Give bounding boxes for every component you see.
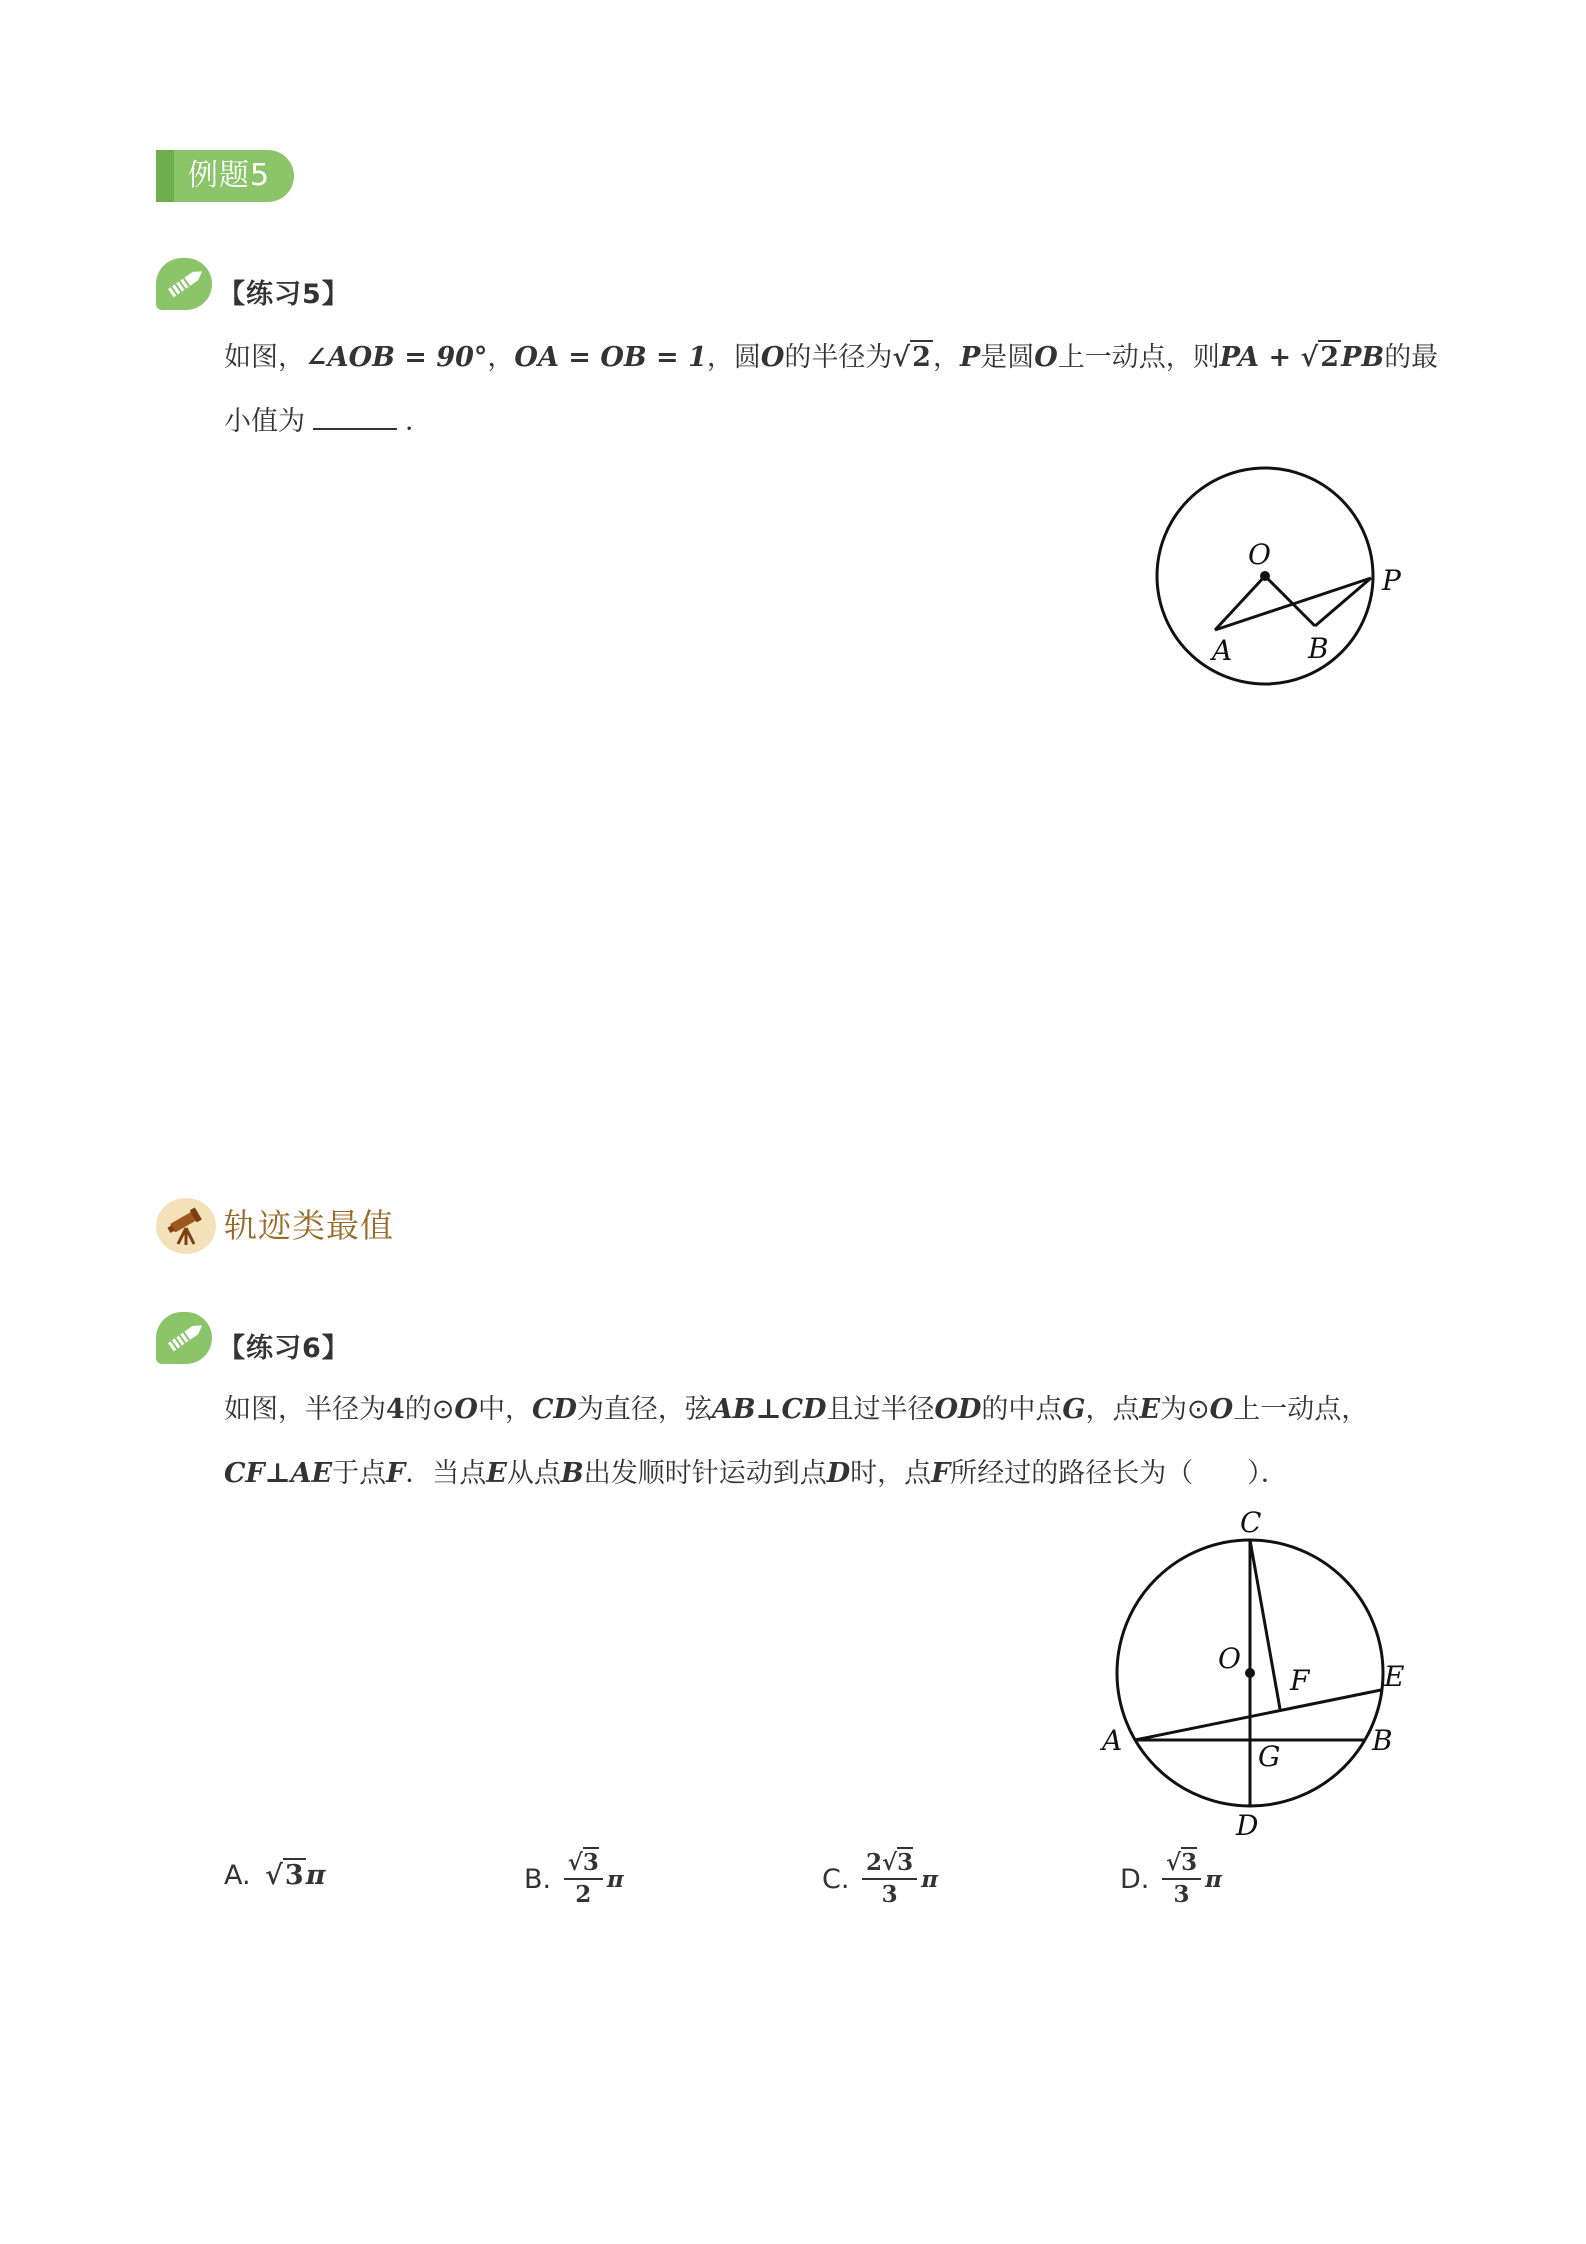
exercise5-figure xyxy=(1140,460,1430,700)
sqrt-expression: √3 xyxy=(265,1860,304,1891)
math-oa-ob: OA = OB = 1 xyxy=(514,342,707,373)
text: 小值为 xyxy=(224,406,305,437)
text: 的中点 xyxy=(981,1394,1063,1425)
section-tag-stripe xyxy=(156,150,174,202)
exercise6-line2 xyxy=(224,1454,1288,1494)
math-number: 4 xyxy=(386,1394,405,1425)
pencil-icon xyxy=(156,1312,212,1364)
section-tag: 例题5 xyxy=(156,150,294,202)
text: 于点 xyxy=(332,1458,387,1489)
label-a: A xyxy=(1212,634,1233,667)
label-c: C xyxy=(1240,1510,1262,1539)
option-letter: D. xyxy=(1120,1863,1150,1895)
point-o xyxy=(1245,1668,1255,1678)
math-o: O xyxy=(1209,1394,1234,1425)
label-p: P xyxy=(1382,564,1401,597)
text: 的半径为 xyxy=(784,342,893,373)
fraction xyxy=(1162,1848,1201,1910)
option-letter: B. xyxy=(524,1863,552,1895)
math-f: F xyxy=(931,1458,951,1489)
text: 如图， xyxy=(224,342,305,373)
math-d: D xyxy=(826,1458,851,1489)
fraction xyxy=(862,1848,917,1910)
option-letter: C. xyxy=(822,1863,850,1895)
exercise6-heading: 【练习6】 xyxy=(218,1333,350,1364)
text: 上一动点，则 xyxy=(1057,342,1220,373)
text: 中， xyxy=(477,1394,532,1425)
text: 从点 xyxy=(506,1458,561,1489)
option-c[interactable] xyxy=(822,1848,938,1910)
math-cf-perp-ae: CF⊥AE xyxy=(224,1458,333,1489)
pi-symbol: π xyxy=(1205,1865,1222,1893)
text: 的最 xyxy=(1384,342,1439,373)
text: ，点 xyxy=(1085,1394,1140,1425)
math-cd: CD xyxy=(531,1394,577,1425)
option-a[interactable] xyxy=(224,1860,325,1891)
math-angle-aob: ∠AOB = 90° xyxy=(305,342,488,373)
label-g: G xyxy=(1258,1740,1281,1773)
sqrt-radicand: 3 xyxy=(1181,1849,1198,1876)
fraction-denominator: 3 xyxy=(881,1881,898,1908)
label-e: E xyxy=(1384,1660,1405,1693)
math-o: O xyxy=(1034,342,1058,373)
math-b: B xyxy=(560,1458,584,1489)
math-ab-perp-cd: AB⊥CD xyxy=(711,1394,827,1425)
text: 且过半径 xyxy=(826,1394,935,1425)
sqrt-radicand: 2 xyxy=(1320,342,1340,373)
fraction-denominator: 3 xyxy=(1173,1881,1190,1908)
option-b[interactable] xyxy=(524,1848,624,1910)
text: 上一动点， xyxy=(1233,1394,1369,1425)
topic-title: 轨迹类最值 xyxy=(224,1206,394,1245)
exercise5-line2 xyxy=(224,402,432,442)
label-f: F xyxy=(1290,1664,1310,1697)
math-od: OD xyxy=(934,1394,982,1425)
fraction-numerator: 2√3 xyxy=(862,1848,917,1880)
text: ， xyxy=(487,342,515,373)
text: ．当点 xyxy=(405,1458,487,1489)
math-o: O xyxy=(760,342,785,373)
math-o: O xyxy=(454,1394,478,1425)
math-p: P xyxy=(959,342,981,373)
fraction-numerator: √3 xyxy=(564,1848,603,1880)
label-b: B xyxy=(1372,1724,1393,1757)
math-g: G xyxy=(1062,1394,1086,1425)
sqrt-expression: √2 xyxy=(1300,342,1340,373)
text: ，圆 xyxy=(706,342,761,373)
segment-cf xyxy=(1250,1540,1280,1709)
fraction xyxy=(564,1848,603,1910)
sqrt-radicand: 3 xyxy=(284,1860,304,1891)
exercise5-line1 xyxy=(224,338,1438,378)
label-o: O xyxy=(1218,1642,1241,1675)
coefficient: 2 xyxy=(866,1849,883,1876)
exercise5-heading: 【练习5】 xyxy=(218,279,350,310)
math-e: E xyxy=(486,1458,507,1489)
text: ． xyxy=(405,406,432,437)
text: 为直径，弦 xyxy=(576,1394,712,1425)
math-pa: PA + xyxy=(1219,342,1301,373)
label-o: O xyxy=(1248,538,1271,571)
sqrt-radicand: 3 xyxy=(582,1849,599,1876)
math-f: F xyxy=(386,1458,406,1489)
text: 为⊙ xyxy=(1160,1394,1210,1425)
telescope-icon xyxy=(156,1198,216,1254)
text: 的⊙ xyxy=(404,1394,455,1425)
text: 所经过的路径长为（ ）． xyxy=(950,1458,1288,1489)
text: 是圆 xyxy=(980,342,1035,373)
label-d: D xyxy=(1236,1809,1259,1840)
segment-ob xyxy=(1265,576,1315,626)
pi-symbol: π xyxy=(305,1860,326,1891)
label-b: B xyxy=(1308,632,1329,665)
sqrt-radicand: 3 xyxy=(897,1849,914,1876)
pi-symbol: π xyxy=(921,1865,939,1893)
segment-ae xyxy=(1135,1690,1381,1740)
sqrt-expression: √2 xyxy=(892,342,931,373)
pencil-icon xyxy=(156,258,212,310)
fraction-numerator: √3 xyxy=(1162,1848,1201,1880)
pi-symbol: π xyxy=(606,1865,624,1893)
sqrt-radicand: 2 xyxy=(912,342,931,373)
fraction-denominator: 2 xyxy=(575,1881,592,1908)
option-d[interactable] xyxy=(1120,1848,1222,1910)
math-pb: PB xyxy=(1341,342,1385,373)
answer-blank xyxy=(313,428,397,430)
math-e: E xyxy=(1139,1394,1161,1425)
point-o xyxy=(1260,571,1270,581)
text: 时，点 xyxy=(850,1458,932,1489)
option-letter: A. xyxy=(224,1860,251,1891)
text: ， xyxy=(932,342,960,373)
exercise6-figure xyxy=(1090,1510,1430,1840)
text: 出发顺时针运动到点 xyxy=(583,1458,827,1489)
text: 如图，半径为 xyxy=(224,1394,386,1425)
label-a: A xyxy=(1102,1724,1123,1757)
exercise6-line1 xyxy=(224,1390,1368,1430)
